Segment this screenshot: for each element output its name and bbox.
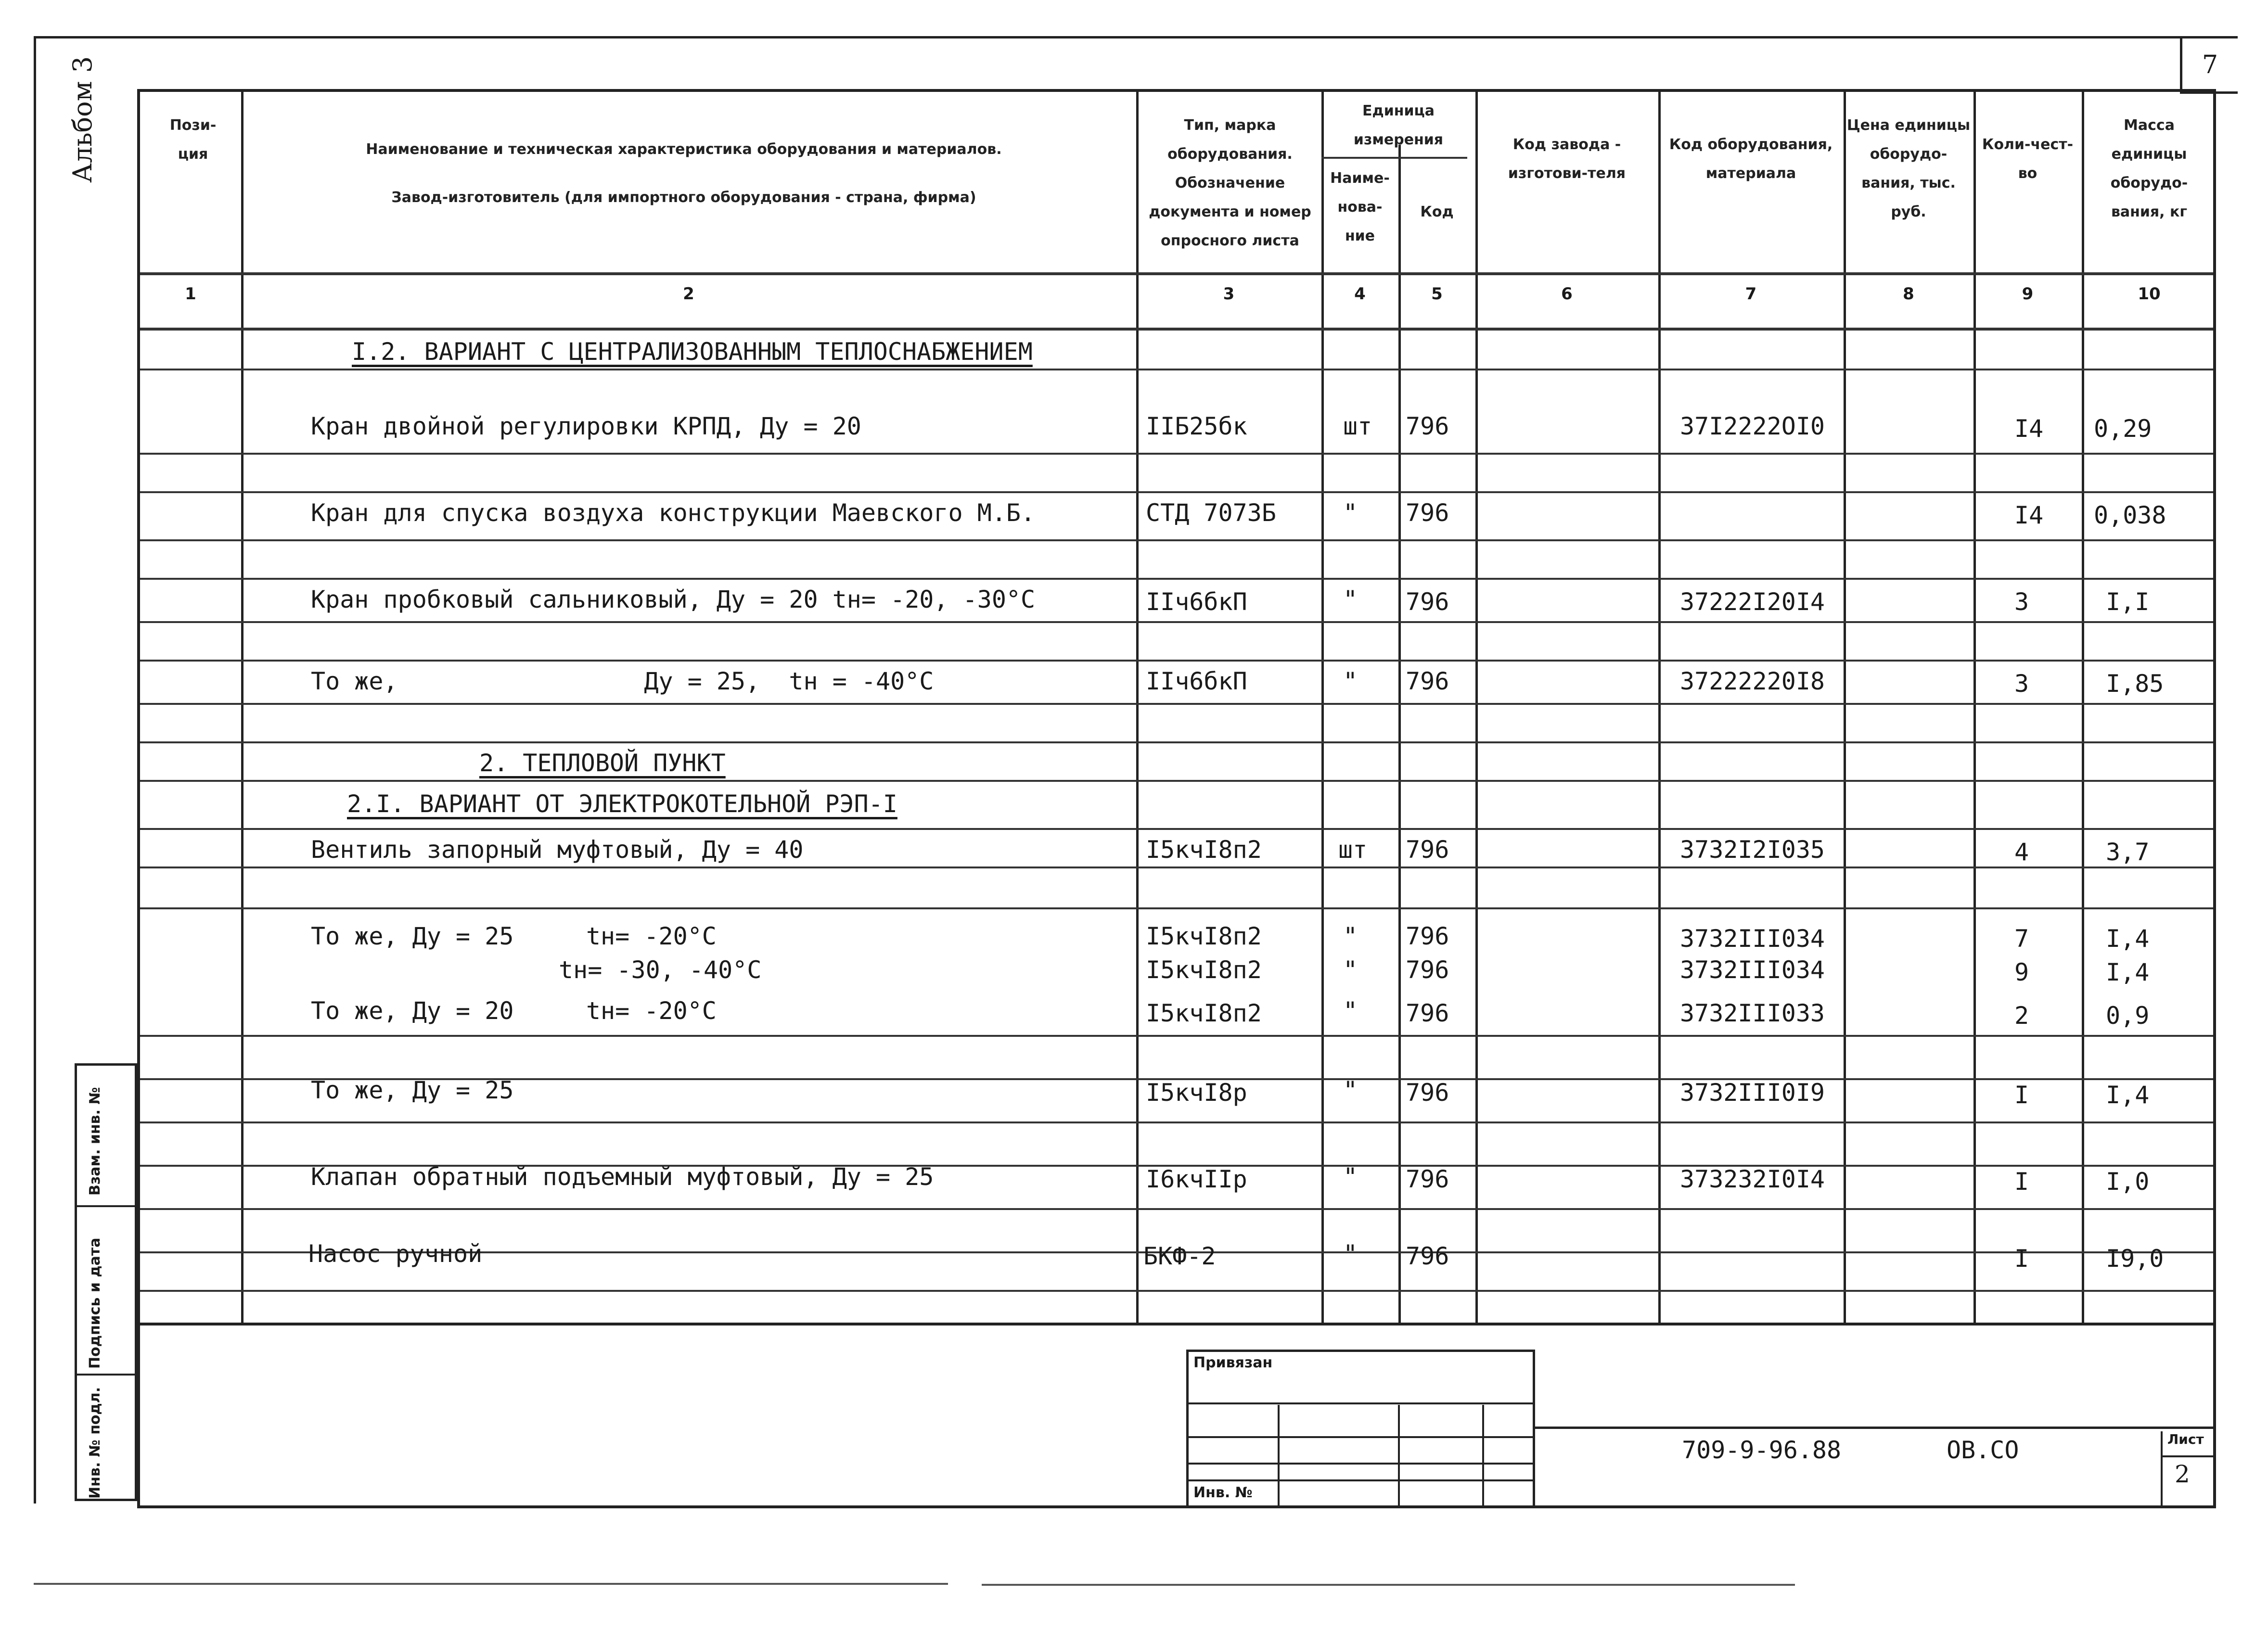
item-type: I5кчI8п2 [1146,999,1262,1027]
item-material-code: 3732III033 [1680,999,1825,1027]
item-type: I5кчI8п2 [1146,956,1262,984]
item-unit-code: 796 [1406,1165,1449,1193]
item-name: То же, Ду = 25 [311,1076,514,1104]
item-name: Кран пробковый сальниковый, Ду = 20 tн= -20, -30°C [311,586,1036,613]
item-type: IIч6бкП [1146,667,1247,695]
item-mass: I,4 [2106,1081,2150,1109]
colnum-3: 3 [1223,284,1235,304]
item-material-code: 37I2222OI0 [1680,412,1825,440]
item-name: Кран для спуска воздуха конструкции Маевского М.Б. [311,499,1036,527]
header-position: Пози- ция [169,117,217,163]
item-unit: " [1343,1240,1358,1268]
colnum-2: 2 [683,284,694,304]
item-name: То же, Ду = 25, tн = -40°C [311,667,934,695]
item-type: I5кчI8п2 [1146,922,1262,950]
item-name: Клапан обратный подъемный муфтовый, Ду = 25 [311,1163,934,1191]
item-unit-code: 796 [1406,922,1449,950]
item-material-code: 37222I20I4 [1680,588,1825,616]
item-material-code: 37222220I8 [1680,667,1825,695]
item-unit-code: 796 [1406,836,1449,864]
item-mass: 0,9 [2106,1002,2150,1030]
scan-artifact-line [34,1583,948,1585]
item-name: Насос ручной [308,1240,483,1268]
item-unit-code: 796 [1406,412,1449,440]
header-material-code: Код оборудования, материала [1669,136,1833,182]
stamp-signature-date: Подпись и дата [87,1237,103,1369]
item-type: I5кчI8п2 [1146,836,1262,864]
header-manufacturer: Завод-изготовитель (для импортного оборудования - страна, фирма) [391,189,976,206]
item-quantity: I [2014,1245,2029,1273]
stamp-inv-podl: Инв. № подл. [87,1387,103,1499]
header-unit-name: Наиме-нова-ние [1330,170,1390,244]
item-unit: " [1343,499,1358,527]
item-type: СТД 7073Б [1146,499,1276,527]
colnum-1: 1 [185,284,196,304]
header-factory-code: Код завода - изготови-теля [1508,136,1626,182]
title-block [137,1325,2216,1508]
header-unit: Единица измерения [1353,102,1444,148]
colnum-10: 10 [2138,284,2161,304]
item-quantity: 9 [2014,958,2029,986]
item-type: IIБ25бк [1146,412,1247,440]
colnum-4: 4 [1354,284,1366,304]
item-unit: " [1343,1076,1358,1104]
section-title: 2.I. ВАРИАНТ ОТ ЭЛЕКТРОКОТЕЛЬНОЙ РЭП-I [347,790,897,818]
colnum-9: 9 [2022,284,2034,304]
item-unit-code: 796 [1406,499,1449,527]
item-unit: " [1343,997,1358,1025]
item-type: IIч6бкП [1146,588,1247,616]
sheet-label: Лист [2167,1431,2204,1447]
item-unit-code: 796 [1406,999,1449,1027]
item-unit-code: 796 [1406,588,1449,616]
section-title: 2. ТЕПЛОВОЙ ПУНКТ [479,749,726,777]
colnum-8: 8 [1903,284,1914,304]
colnum-7: 7 [1745,284,1757,304]
stamp-inv-vz: Взам. инв. № [87,1087,103,1196]
page-number: 7 [2180,38,2238,94]
header-quantity: Коли-чест-во [1982,136,2074,182]
privyazan-label: Привязан [1193,1354,1273,1371]
header-unit-code: Код [1420,204,1454,220]
item-unit: шт [1338,836,1368,864]
sheet-number-box [2161,1431,2216,1506]
item-quantity: I [2014,1081,2029,1109]
item-unit: шт [1343,412,1372,440]
item-name: То же, Ду = 25 tн= -20°C [311,922,717,950]
item-type: I5кчI8р [1146,1079,1247,1107]
album-label: Альбом 3 [67,56,98,183]
item-unit-code: 796 [1406,1242,1449,1270]
item-name: То же, Ду = 20 tн= -20°C [311,997,717,1025]
item-quantity: I4 [2014,501,2044,529]
item-material-code: 3732III034 [1680,925,1825,953]
item-name: tн= -30, -40°C [559,956,762,984]
item-unit-code: 796 [1406,956,1449,984]
header-name: Наименование и техническая характеристика оборудования и материалов. [366,141,1002,158]
item-unit: " [1343,956,1358,984]
item-name: Вентиль запорный муфтовый, Ду = 40 [311,836,804,864]
item-mass: I,85 [2106,670,2164,698]
item-mass: 0,29 [2094,415,2152,443]
item-unit: " [1343,586,1358,613]
section-title: I.2. ВАРИАНТ С ЦЕНТРАЛИЗОВАННЫМ ТЕПЛОСНАБЖЕНИЕМ [352,338,1033,366]
item-material-code: 373232I0I4 [1680,1165,1825,1193]
item-mass: 3,7 [2106,838,2150,866]
item-quantity: I [2014,1168,2029,1196]
item-quantity: 3 [2014,670,2029,698]
header-mass: Масса единицы оборудо-вания, кг [2110,117,2188,220]
item-type: I6кчIIр [1146,1165,1247,1193]
spec-table [137,89,2216,1325]
item-unit: " [1343,667,1358,695]
inv-no-label: Инв. № [1193,1484,1253,1501]
item-unit: " [1343,1163,1358,1191]
item-material-code: 3732III034 [1680,956,1825,984]
item-quantity: 4 [2014,838,2029,866]
header-price: Цена единицы оборудо-вания, тыс. руб. [1846,117,1971,220]
colnum-5: 5 [1431,284,1443,304]
item-material-code: 3732III0I9 [1680,1079,1825,1107]
item-unit-code: 796 [1406,667,1449,695]
stamp-column [75,1063,137,1501]
document-suffix: ОВ.СО [1947,1436,2019,1464]
item-unit: " [1343,922,1358,950]
item-name: Кран двойной регулировки КРПД, Ду = 20 [311,412,861,440]
header-type: Тип, марка оборудования. Обозначение документа и номер опросного листа [1149,117,1311,249]
document-code: 709-9-96.88 [1682,1436,1842,1464]
item-quantity: 7 [2014,925,2029,953]
item-mass: 0,038 [2094,501,2166,529]
sheet-number: 2 [2175,1460,2190,1488]
item-unit-code: 796 [1406,1079,1449,1107]
item-quantity: I4 [2014,415,2044,443]
privyazan-box [1186,1350,1535,1508]
item-mass: I9,0 [2106,1245,2164,1273]
item-mass: I,0 [2106,1168,2150,1196]
colnum-6: 6 [1561,284,1573,304]
item-type: БКФ-2 [1143,1242,1216,1270]
item-quantity: 2 [2014,1002,2029,1030]
item-mass: I,4 [2106,925,2150,953]
item-quantity: 3 [2014,588,2029,616]
title-block-line [1535,1427,2216,1431]
item-material-code: 3732I2I035 [1680,836,1825,864]
item-mass: I,I [2106,588,2150,616]
scan-artifact-line [982,1584,1795,1586]
item-mass: I,4 [2106,958,2150,986]
